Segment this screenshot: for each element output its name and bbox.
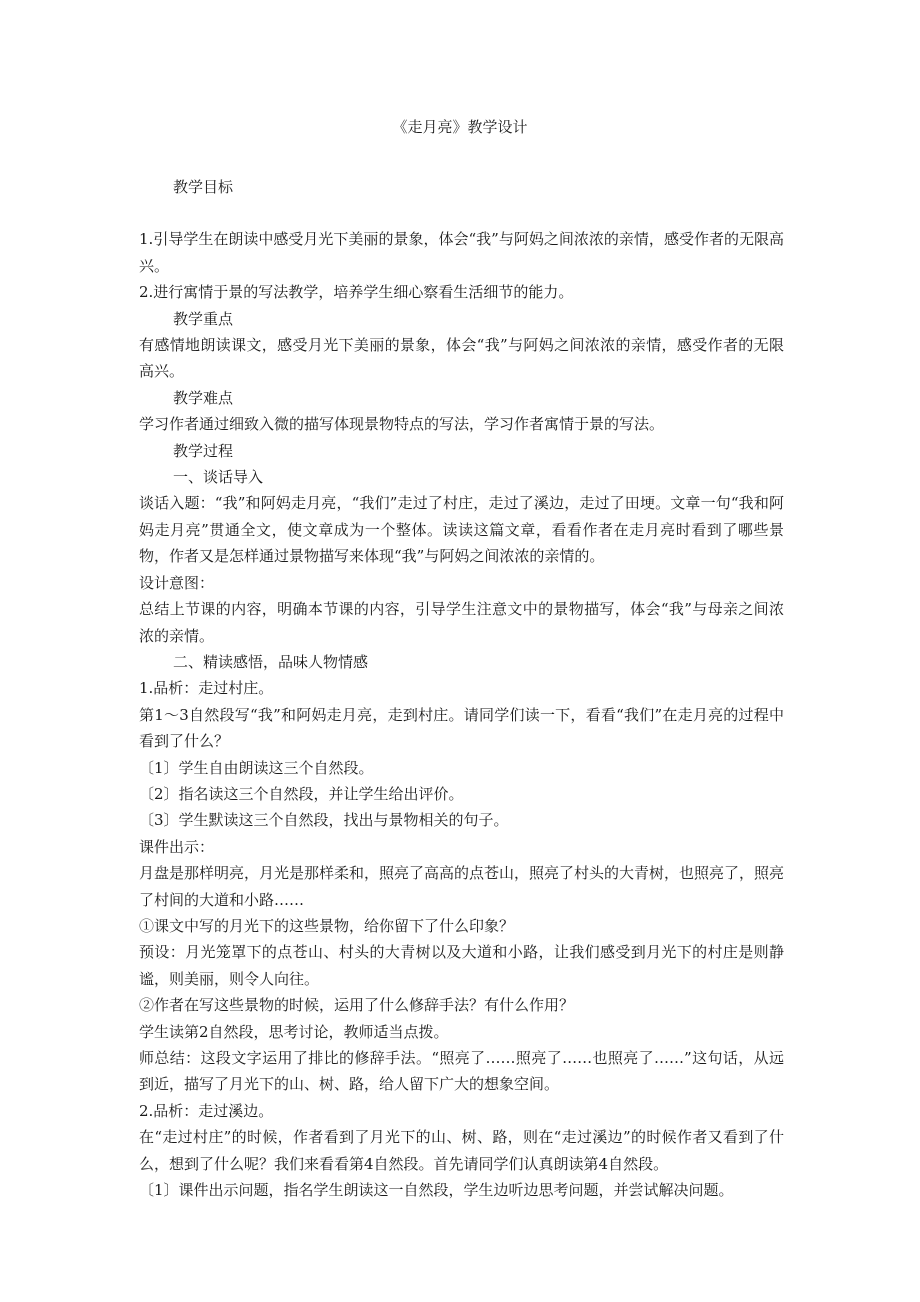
- design-intent-label: 设计意图：: [139, 573, 215, 592]
- analysis-1-heading: 1.品析：走过村庄。: [139, 679, 274, 698]
- key-points-text: 有感情地朗读课文，感受月光下美丽的景象，体会“我”与阿妈之间浓浓的亲情，感受作者的无限高兴。: [139, 336, 784, 381]
- difficulties-heading: 教学难点: [173, 388, 234, 407]
- question-1: ①课文中写的月光下的这些景物，给你留下了什么印象？: [139, 916, 515, 935]
- step-item-3: 〔3〕学生默读这三个自然段，找出与景物相关的句子。: [139, 811, 509, 830]
- analysis-1-text: 第1～3自然段写“我”和阿妈走月亮，走到村庄。请同学们读一下，看看“我们”在走月亮的过程中看到了什么？: [139, 705, 784, 751]
- part-2-heading: 二、精读感悟，品味人物情感: [173, 652, 369, 671]
- preset-answer: 预设：月光笼罩下的点苍山、村头的大青树以及大道和小路，让我们感受到月光下的村庄是则静谧，则美丽，则令人向往。: [139, 943, 784, 988]
- goals-heading: 教学目标: [173, 178, 234, 196]
- part-1-text: 谈话入题：“我”和阿妈走月亮，“我们”走过了村庄，走过了溪边，走过了田埂。文章一句“我和阿妈走月亮”贯通全文，使文章成为一个整体。读读这篇文章，看看作者在走月亮时看到了哪些景物，作者又是怎样通过景物描写来体现“我”与阿妈之间浓浓的亲情的。: [139, 494, 784, 566]
- step-item-2: 〔2〕指名读这三个自然段，并让学生给出评价。: [139, 784, 464, 803]
- spacer: [139, 200, 784, 226]
- process-heading: 教学过程: [173, 441, 234, 460]
- step-item-4: 〔1〕课件出示问题，指名学生朗读这一自然段，学生边听边思考问题，并尝试解决问题。: [139, 1181, 734, 1200]
- design-intent-text: 总结上节课的内容，明确本节课的内容，引导学生注意文中的景物描写，体会“我”与母亲之间浓浓的亲情。: [139, 600, 784, 645]
- goal-item-1: 1.引导学生在朗读中感受月光下美丽的景象，体会“我”与阿妈之间浓浓的亲情，感受作者的无限高兴。: [139, 230, 784, 275]
- slide-label: 课件出示：: [139, 837, 215, 856]
- analysis-2-text: 在“走过村庄”的时候，作者看到了月光下的山、树、路，则在“走过溪边”的时候作者又看到了什么，想到了什么呢？我们来看看第4自然段。首先请同学们认真朗读第4自然段。: [139, 1128, 784, 1173]
- part-1-heading: 一、谈话导入: [173, 468, 264, 487]
- question-2: ②作者在写这些景物的时候，运用了什么修辞手法？有什么作用？: [139, 996, 575, 1015]
- teacher-summary: 师总结：这段文字运用了排比的修辞手法。“照亮了……照亮了……也照亮了……”这句话，从远到近，描写了月光下的山、树、路，给人留下广大的想象空间。: [139, 1049, 784, 1094]
- slide-text: 月盘是那样明亮，月光是那样柔和，照亮了高高的点苍山，照亮了村头的大青树，也照亮了，照亮了村间的大道和小路……: [139, 864, 785, 909]
- key-points-heading: 教学重点: [173, 309, 234, 328]
- document-body: [139, 174, 784, 1203]
- step-item-1: 〔1〕学生自由朗读这三个自然段。: [139, 758, 374, 777]
- goal-item-2: 2.进行寓情于景的写法教学，培养学生细心察看生活细节的能力。: [139, 283, 574, 302]
- student-reading: 学生读第2自然段，思考讨论，教师适当点拨。: [139, 1022, 449, 1041]
- document-title: 《走月亮》教学设计: [392, 118, 528, 136]
- analysis-2-heading: 2.品析：走过溪边。: [139, 1101, 274, 1120]
- difficulties-text: 学习作者通过细致入微的描写体现景物特点的写法，学习作者寓情于景的写法。: [139, 415, 665, 434]
